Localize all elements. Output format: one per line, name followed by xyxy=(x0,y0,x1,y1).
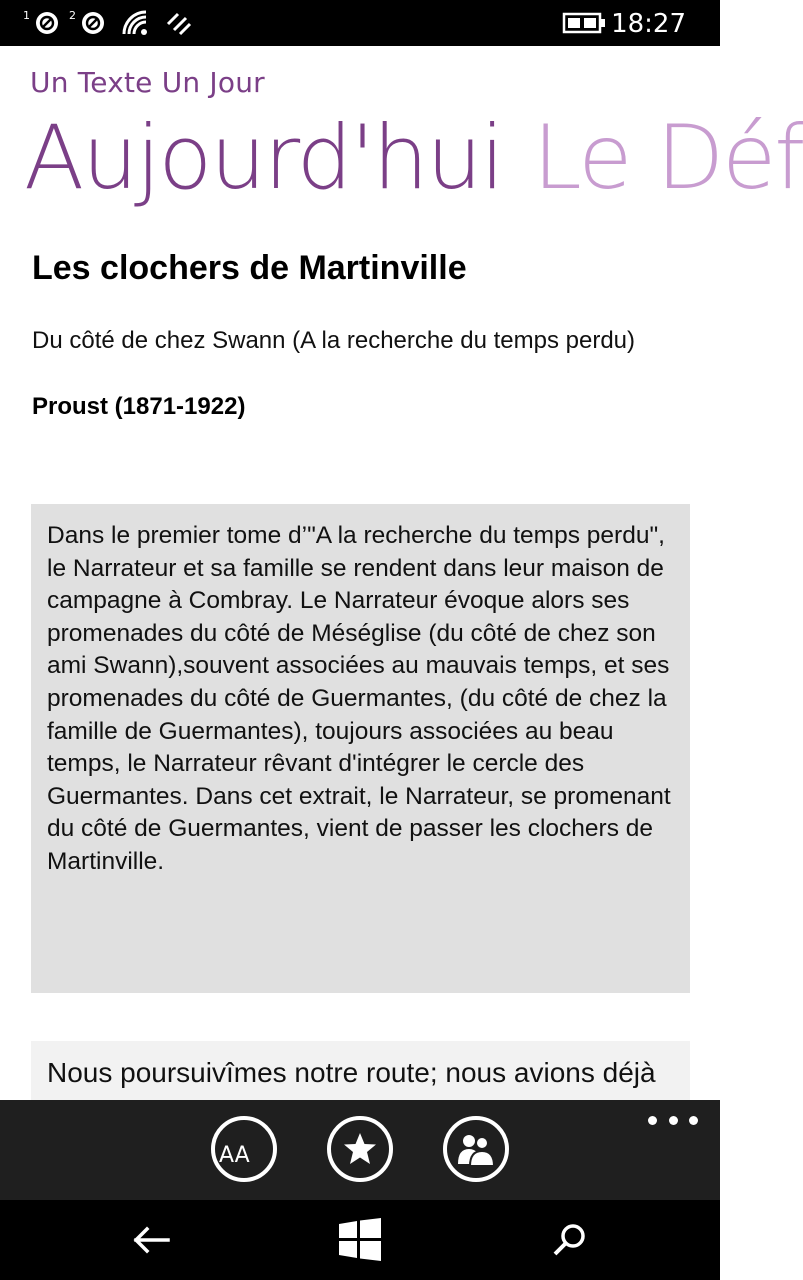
back-arrow-icon xyxy=(134,1226,170,1254)
text-body: Nous poursuivîmes notre route; nous avions déjà xyxy=(31,1041,690,1111)
start-button[interactable] xyxy=(330,1214,390,1266)
author: Proust (1871-1922) xyxy=(32,393,246,420)
favorite-button[interactable] xyxy=(327,1116,393,1182)
svg-text:1: 1 xyxy=(23,9,30,22)
navigation-bar xyxy=(0,1200,720,1280)
text-header xyxy=(32,238,692,424)
clock: 18:27 xyxy=(611,9,686,39)
svg-text:2: 2 xyxy=(69,9,76,22)
work-title: Du côté de chez Swann (A la recherche du temps perdu) xyxy=(32,327,635,354)
status-bar xyxy=(0,0,720,46)
more-dot xyxy=(669,1116,678,1125)
pivot-tab-challenge[interactable]: Le Déf xyxy=(532,106,803,209)
back-button[interactable] xyxy=(122,1214,182,1266)
more-dot xyxy=(648,1116,657,1125)
more-ellipsis-icon[interactable] xyxy=(648,1106,698,1134)
pivot-header xyxy=(24,106,803,218)
font-size-button[interactable] xyxy=(211,1116,277,1182)
wifi-icon xyxy=(120,8,150,38)
people-icon xyxy=(456,1130,496,1168)
search-button[interactable] xyxy=(540,1214,600,1266)
star-icon xyxy=(342,1131,378,1167)
sim1-signal-icon xyxy=(22,8,64,38)
app-bar xyxy=(0,1100,720,1200)
search-icon xyxy=(552,1222,588,1258)
pivot-tab-today[interactable]: Aujourd'hui xyxy=(24,106,503,209)
data-transfer-icon xyxy=(164,8,194,38)
app-title: Un Texte Un Jour xyxy=(30,66,265,99)
more-dot xyxy=(689,1116,698,1125)
sim2-signal-icon xyxy=(68,8,110,38)
intro-box: Dans le premier tome d’"A la recherche du temps perdu", le Narrateur et sa famille se rendent dans leur maison de campagne à Combray. Le Narrateur évoque alors ses promenades du côté de Méséglise (du côté de chez son ami Swann),souvent associées au mauvais temps, et ses promenades du côté de Guermantes, (du côté de chez la famille de Guermantes), toujours associées au beau temps, le Narrateur rêvant d'intégrer le cercle des Guermantes. Dans cet extrait, le Narrateur, se promenant du côté de Guermantes, vient de passer les clochers de Martinville. xyxy=(31,504,690,993)
svg-text:AA: AA xyxy=(219,1143,250,1168)
share-button[interactable] xyxy=(443,1116,509,1182)
text-title: Les clochers de Martinville xyxy=(32,249,467,287)
font-size-icon xyxy=(216,1129,272,1169)
battery-charging-icon xyxy=(562,8,608,38)
windows-start-icon xyxy=(337,1218,383,1262)
